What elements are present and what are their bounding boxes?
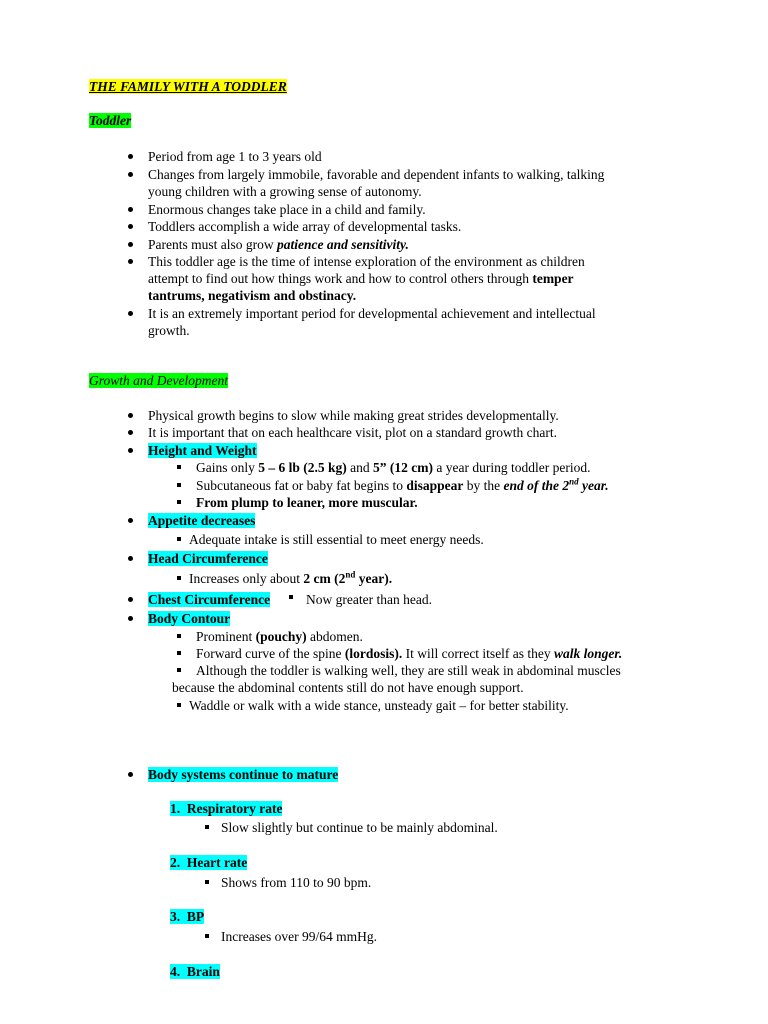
bullet-dot — [128, 772, 133, 777]
square-bullet — [177, 465, 181, 469]
body-systems-item-4: 4. Brain — [170, 964, 220, 979]
square-bullet — [205, 880, 209, 884]
body-contour-sub-4: Waddle or walk with a wide stance, unsteady gait – for better stability. — [189, 698, 569, 713]
square-bullet — [177, 634, 181, 638]
toddler-heading: Toddler — [89, 113, 132, 128]
body-contour-sub-3-cont: because the abdominal contents still do not have enough support. — [172, 680, 524, 695]
bullet-dot — [128, 430, 133, 435]
height-weight-sub-2: Subcutaneous fat or baby fat begins to disappear by the end of the 2nd year. — [196, 476, 609, 493]
height-weight-label: Height and Weight — [148, 443, 257, 458]
toddler-item-7-cont: growth. — [148, 323, 190, 338]
body-contour-label: Body Contour — [148, 611, 231, 626]
body-contour-sub-3: Although the toddler is walking well, they are still weak in abdominal muscles — [196, 663, 621, 678]
body-systems-item-3: 3. BP — [170, 909, 205, 924]
toddler-item-6: This toddler age is the time of intense exploration of the environment as children — [148, 254, 585, 269]
bullet-dot — [128, 616, 133, 621]
toddler-item-6-cont2: tantrums, negativism and obstinacy. — [148, 288, 357, 303]
toddler-item-2: Changes from largely immobile, favorable and dependent infants to walking, talking — [148, 167, 605, 182]
growth-heading: Growth and Development — [89, 373, 228, 388]
toddler-item-1: Period from age 1 to 3 years old — [148, 149, 322, 164]
square-bullet — [177, 576, 181, 580]
bullet-dot — [128, 448, 133, 453]
toddler-item-6-cont: attempt to find out how things work and how to control others through temper — [148, 271, 574, 286]
square-bullet — [177, 500, 181, 504]
square-bullet — [177, 668, 181, 672]
toddler-item-7: It is an extremely important period for developmental achievement and intellectual — [148, 306, 596, 321]
bullet-dot — [128, 207, 133, 212]
bullet-dot — [128, 311, 133, 316]
body-systems-item-2: 2. Heart rate — [170, 855, 248, 870]
head-circumference-label: Head Circumference — [148, 551, 268, 566]
square-bullet — [205, 825, 209, 829]
bullet-dot — [128, 172, 133, 177]
square-bullet — [177, 537, 181, 541]
height-weight-sub-3: From plump to leaner, more muscular. — [196, 495, 418, 510]
body-systems-label: Body systems continue to mature — [148, 767, 339, 782]
body-contour-sub-2: Forward curve of the spine (lordosis). It will correct itself as they walk longer. — [196, 646, 623, 661]
document-title: THE FAMILY WITH A TODDLER — [89, 79, 287, 94]
square-bullet — [177, 483, 181, 487]
head-circumference-sub-1: Increases only about 2 cm (2nd year). — [189, 569, 393, 586]
growth-item-2: It is important that on each healthcare visit, plot on a standard growth chart. — [148, 425, 558, 440]
square-bullet — [177, 651, 181, 655]
bullet-dot — [128, 556, 133, 561]
square-bullet — [205, 934, 209, 938]
square-bullet — [177, 703, 181, 707]
body-systems-item-3-sub: Increases over 99/64 mmHg. — [221, 929, 377, 944]
body-systems-item-1-sub: Slow slightly but continue to be mainly abdominal. — [221, 820, 498, 835]
bullet-dot — [128, 259, 133, 264]
growth-item-1: Physical growth begins to slow while making great strides developmentally. — [148, 408, 559, 423]
toddler-item-5: Parents must also grow patience and sensitivity. — [148, 237, 409, 252]
bullet-dot — [128, 154, 133, 159]
height-weight-sub-1: Gains only 5 – 6 lb (2.5 kg) and 5” (12 cm) a year during toddler period. — [196, 460, 591, 475]
bullet-dot — [128, 597, 133, 602]
bullet-dot — [128, 224, 133, 229]
toddler-item-4: Toddlers accomplish a wide array of developmental tasks. — [148, 219, 462, 234]
bullet-dot — [128, 413, 133, 418]
body-contour-sub-1: Prominent (pouchy) abdomen. — [196, 629, 363, 644]
toddler-item-3: Enormous changes take place in a child and family. — [148, 202, 426, 217]
chest-circumference-label: Chest Circumference — [148, 592, 271, 607]
body-systems-item-2-sub: Shows from 110 to 90 bpm. — [221, 875, 372, 890]
toddler-item-2-cont: young children with a growing sense of autonomy. — [148, 184, 422, 199]
bullet-dot — [128, 242, 133, 247]
appetite-label: Appetite decreases — [148, 513, 256, 528]
appetite-sub-1: Adequate intake is still essential to meet energy needs. — [189, 532, 484, 547]
square-bullet — [289, 595, 293, 599]
body-systems-item-1: 1. Respiratory rate — [170, 801, 283, 816]
bullet-dot — [128, 518, 133, 523]
chest-circumference-sub-1: Now greater than head. — [306, 592, 432, 607]
